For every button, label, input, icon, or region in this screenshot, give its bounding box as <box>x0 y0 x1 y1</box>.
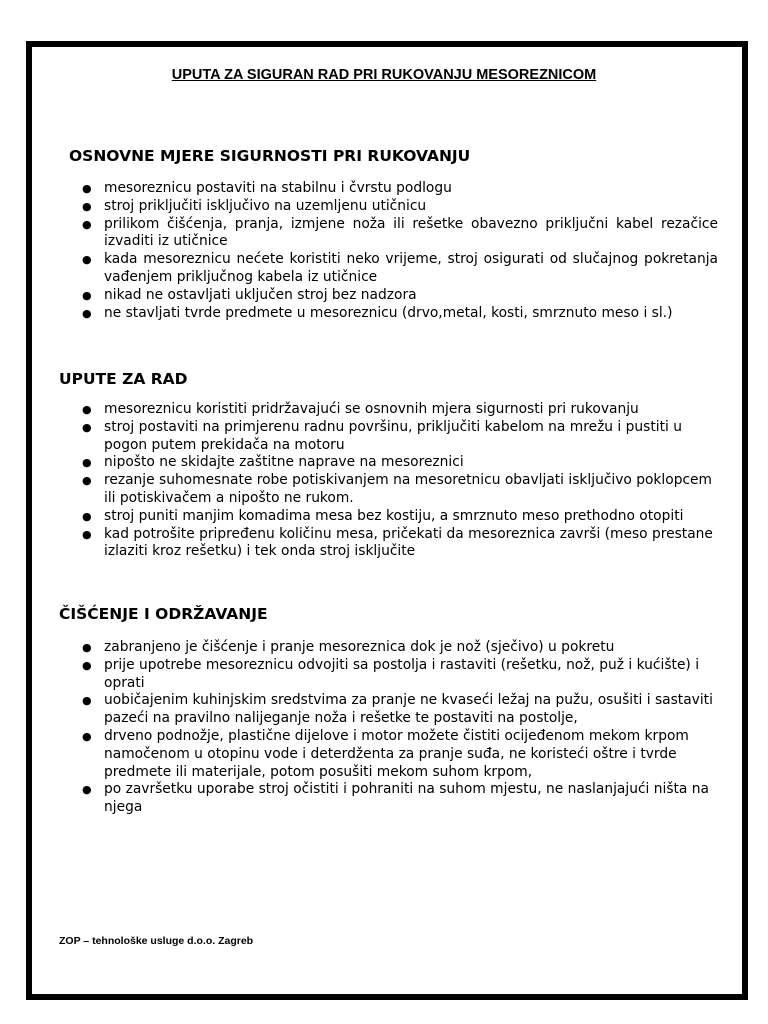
list-item: ● prilikom čišćenja, pranja, izmjene noža ili rešetke obavezno priključni kabel rezačice izvaditi iz utičnice <box>82 215 718 250</box>
bullet-icon: ● <box>82 658 92 672</box>
bullet-icon: ● <box>82 403 92 416</box>
list-item: ● drveno podnožje, plastične dijelove i motor možete čistiti ocijeđenom mekom krpom namočenom u otopinu vode i deterdženta za pranje suđa, ne koristeći oštre i tvrde predmete ili materijale, potom posušiti mekom suhom krpom, <box>82 727 689 780</box>
footer-company: ZOP – tehnološke usluge d.o.o. Zagreb <box>59 935 254 947</box>
list-item: ● zabranjeno je čišćenje i pranje mesoreznica dok je nož (sječivo) u pokretu <box>82 639 615 655</box>
bullet-icon: ● <box>82 182 92 195</box>
bullet-icon: ● <box>82 509 92 523</box>
list-item: ● stroj puniti manjim komadima mesa bez kostiju, a smrznuto meso prethodno otopiti <box>82 507 684 524</box>
bullet-icon: ● <box>82 456 92 470</box>
list-item: ● kada mesoreznicu nećete koristiti neko vrijeme, stroj osigurati od slučajnog pokretanja vađenjem priključnog kabela iz utičnice <box>82 251 718 285</box>
bullet-icon: ● <box>82 217 92 231</box>
list-item: ● stroj priključiti isključivo na uzemljenu utičnicu <box>82 197 427 214</box>
work-list <box>60 401 718 561</box>
bullet-icon: ● <box>82 783 92 797</box>
list-item: ● rezanje suhomesnate robe potiskivanjem na mesoretnicu obavljati isključivo poklopcem ili potiskivačem a nipošto ne rukom. <box>82 472 712 506</box>
bullet-icon: ● <box>82 306 92 320</box>
list-item: ● ne stavljati tvrde predmete u mesoreznicu (drvo,metal, kosti, smrznuto meso i sl.) <box>82 304 673 321</box>
list-item: ● mesoreznicu postaviti na stabilnu i čvrstu podlogu <box>82 180 452 196</box>
list-item: ● nikad ne ostavljati uključen stroj bez nadzora <box>82 286 417 303</box>
list-item: ● stroj postaviti na primjerenu radnu površinu, priključiti kabelom na mrežu i pustiti u pogon putem prekidača na motoru <box>82 418 682 453</box>
list-item: ● po završetku uporabe stroj očistiti i pohraniti na suhom mjestu, ne naslanjajući ništa na njega <box>82 781 709 816</box>
bullet-icon: ● <box>82 527 92 541</box>
list-item: ● uobičajenim kuhinjskim sredstvima za pranje ne kvaseći ležaj na pužu, osušiti i sastaviti pazeći na pravilno nalijeganje noža i rešetke te postaviti na postolje, <box>82 692 713 727</box>
document-title: UPUTA ZA SIGURAN RAD PRI RUKOVANJU MESOREZNICOM <box>171 67 597 83</box>
bullet-icon: ● <box>82 729 92 743</box>
safety-list <box>60 180 718 322</box>
bullet-icon: ● <box>82 641 92 654</box>
list-item: ● kad potrošite pripređenu količinu mesa, pričekati da mesoreznica završi (meso prestane izlaziti kroz rešetku) i tek onda stroj isključite <box>82 525 713 560</box>
list-item: ● nipošto ne skidajte zaštitne naprave na mesoreznici <box>82 454 464 471</box>
section-heading-cleaning: ČIŠĆENJE I ODRŽAVANJE <box>59 605 268 623</box>
bullet-icon: ● <box>82 288 92 302</box>
bullet-icon: ● <box>82 199 92 213</box>
list-item: ● prije upotrebe mesoreznicu odvojiti sa postolja i rastaviti (rešetku, nož, puž i kućište) i oprati <box>82 656 700 691</box>
list-item: ● mesoreznicu koristiti pridržavajući se osnovnih mjera sigurnosti pri rukovanju <box>82 401 639 417</box>
cleaning-list <box>60 639 718 817</box>
bullet-icon: ● <box>82 253 92 267</box>
section-heading-work: UPUTE ZA RAD <box>59 370 188 388</box>
bullet-icon: ● <box>82 420 92 434</box>
section-heading-safety: OSNOVNE MJERE SIGURNOSTI PRI RUKOVANJU <box>69 147 471 165</box>
bullet-icon: ● <box>82 694 92 708</box>
bullet-icon: ● <box>82 474 92 488</box>
